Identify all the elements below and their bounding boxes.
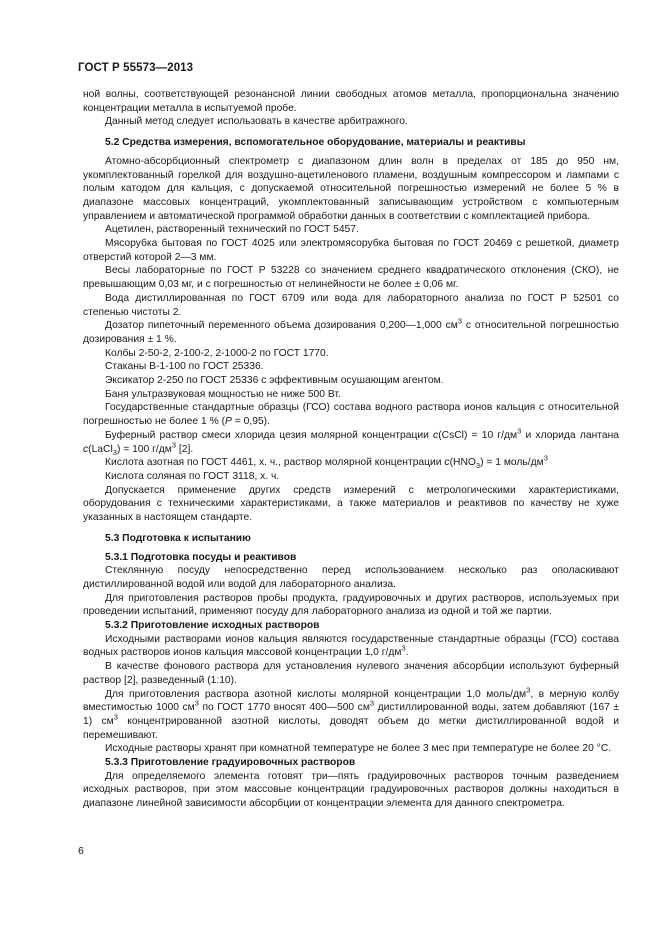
section-heading-5-2: 5.2 Средства измерения, вспомогательное оборудование, материалы и реактивы: [105, 137, 526, 149]
paragraph: Весы лабораторные по ГОСТ Р 53228 со значением среднего квадратического отклонения (СКО), не превышающим 0,03 мг, и с погрешностью от нелинейности не более ± 0,06 мг.: [83, 265, 619, 291]
paragraph: [83, 426, 619, 457]
superscript: 3: [369, 698, 375, 708]
text-run: дистиллированной воды, затем добавляют (167 ± 1) см: [83, 702, 619, 727]
paragraph: Атомно-абсорбционный спектрометр с диапазоном длин волн в пределах от 185 до 950 нм, укомплектованный горелкой для воздушно-ацетиленового пламени, воздушным компрессором и лампами с полым катодом для кальция, с допускаемой относительной погрешностью измерений не более 5 % в диапазоне массовых концентраций, укомплектованный записывающим устройством с компьютерным управлением и автоматической программой обработки данных в соответствии с комплектацией прибора.: [83, 155, 619, 222]
superscript: 3: [113, 712, 118, 722]
document-header: ГОСТ Р 55573—2013: [78, 62, 194, 74]
paragraph: [83, 633, 619, 660]
text-run: Для приготовления раствора азотной кислоты молярной концентрации 1,0 моль/дм: [105, 688, 527, 700]
section-heading-5-3: 5.3 Подготовка к испытанию: [105, 532, 251, 544]
paragraph: Исходные растворы хранят при комнатной температуре не более 3 мес при температуре не более 20 °С.: [105, 743, 612, 755]
paragraph: Ацетилен, растворенный технический по ГОСТ 5457.: [105, 224, 359, 236]
paragraph: В качестве фонового раствора для установления нулевого значения абсорбции используют буферный раствор [2], разведенный (1:10).: [83, 661, 619, 686]
paragraph: Допускается применение других средств измерений с метрологическими характеристиками, оборудования с техническими характеристиками, а также материалов и реактивов по качеству не хуже указанных в настоящем стандарте.: [83, 484, 619, 524]
paragraph: Эксикатор 2-250 по ГОСТ 25336 с эффективным осушающим агентом.: [105, 375, 444, 387]
paragraph: [83, 401, 619, 428]
superscript: 3: [457, 316, 462, 326]
document-body: [83, 88, 619, 811]
italic-variable: c: [444, 457, 450, 469]
text-run: (HNO: [449, 457, 476, 469]
superscript: 3: [517, 426, 522, 436]
text-run: [2].: [176, 443, 194, 455]
text-run: и хлорида лантана: [521, 429, 619, 441]
subsection-heading-5-3-1: 5.3.1 Подготовка посуды и реактивов: [105, 551, 297, 563]
italic-variable: P: [225, 416, 232, 428]
text-run: (CsCl) = 10 г/дм: [438, 429, 518, 441]
paragraph: Кислота соляная по ГОСТ 3118, х. ч.: [105, 470, 280, 482]
superscript: 3: [543, 453, 548, 463]
text-run: с относительной погрешностью дозирования ± 1 %.: [83, 320, 620, 345]
text-run: концентрированной азотной кислоты, доводят объем до метки дистиллированной водой и перемешивают.: [83, 715, 619, 741]
paragraph: Вода дистиллированная по ГОСТ 6709 или вода для лабораторного анализа по ГОСТ Р 52501 со степенью чистоты 2.: [83, 292, 619, 318]
paragraph: [83, 316, 620, 346]
paragraph: Данный метод следует использовать в качестве арбитражного.: [105, 116, 408, 128]
superscript: 3: [171, 440, 177, 450]
paragraph: ной волны, соответствующей резонансной линии свободных атомов металла, пропорциональна значению концентрации металла в испытуемой пробе.: [83, 89, 619, 114]
subsection-heading-5-3-2: 5.3.2 Приготовление исходных растворов: [105, 620, 320, 632]
paragraph: Для приготовления растворов пробы продукта, градуировочных и других растворов, используемых при проведении испытаний, применяют посуду для лабораторного анализа из одной и той же партии.: [83, 592, 619, 618]
italic-variable: c: [83, 443, 89, 455]
text-run: по ГОСТ 1770 вносят 400—500 см: [198, 702, 370, 714]
text-run: , в мерную колбу вместимостью 1000 см: [83, 688, 619, 714]
paragraph: [83, 685, 619, 743]
superscript: 3: [401, 644, 406, 653]
paragraph: Мясорубка бытовая по ГОСТ 4025 или электромясорубка бытовая по ГОСТ 20469 с решеткой, диаметр отверстий которой 2—3 мм.: [83, 238, 619, 263]
paragraph: Стеклянную посуду непосредственно перед использованием несколько раз ополаскивают дистиллированной водой или водой для лабораторного анализа.: [83, 565, 619, 590]
text-run: Дозатор пипеточный переменного объема дозирования 0,200—1,000 см: [105, 320, 458, 332]
text-run: Буферный раствор смеси хлорида цезия молярной концентрации: [105, 429, 434, 441]
paragraph: Баня ультразвуковая мощностью не ниже 500 Вт.: [105, 388, 341, 400]
paragraph: [83, 453, 619, 471]
text-run: ) = 100 г/дм: [116, 443, 172, 455]
subsection-heading-5-3-3: 5.3.3 Приготовление градуировочных растворов: [105, 757, 356, 769]
paragraph: Для определяемого элемента готовят три—пять градуировочных растворов точным разведением исходных растворов, при этом массовые концентрации градуировочных растворов должны находиться в диапазоне линейной зависимости абсорбции от концентрации элемента для данного спектрометра.: [83, 770, 619, 810]
paragraph: Колбы 2-50-2, 2-100-2, 2-1000-2 по ГОСТ 1770.: [105, 347, 329, 359]
subscript: 3: [475, 461, 481, 471]
page-number: 6: [78, 845, 84, 857]
superscript: 3: [526, 685, 531, 695]
subscript: 3: [112, 447, 117, 457]
paragraph: Стаканы В-1-100 по ГОСТ 25336.: [105, 361, 264, 373]
text-run: Кислота азотная по ГОСТ 4461, х. ч., раствор молярной концентрации: [105, 457, 445, 469]
text-run: ) = 1 моль/дм: [480, 457, 544, 469]
text-run: Исходными растворами ионов кальция являются государственные стандартные образцы (ГСО) состава водных растворов ионов кальция массовой концентрации 1,0 г/дм: [83, 633, 619, 659]
text-run: (LaCl: [88, 443, 113, 455]
text-run: .: [405, 647, 409, 659]
superscript: 3: [194, 698, 199, 708]
italic-variable: c: [433, 429, 439, 441]
text-run: Государственные стандартные образцы (ГСО) состава водного раствора ионов кальция с относительной погрешностью не более 1 % (: [83, 402, 619, 428]
text-run: = 0,95).: [231, 416, 270, 428]
